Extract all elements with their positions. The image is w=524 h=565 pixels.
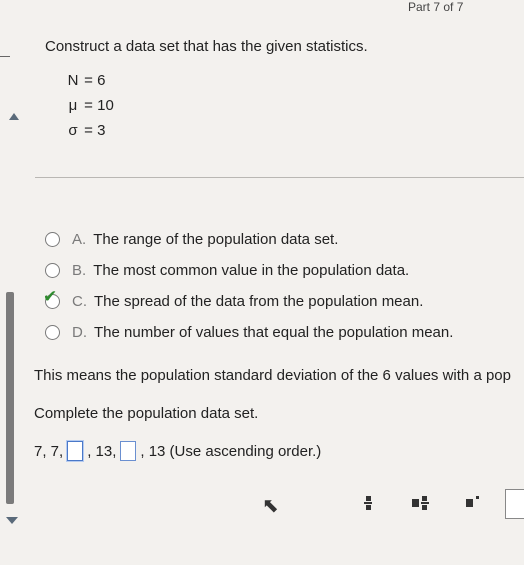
option-d[interactable] xyxy=(45,324,453,341)
mixed-number-button[interactable] xyxy=(400,490,440,516)
option-text: The most common value in the population data. xyxy=(93,262,410,279)
fraction-button[interactable] xyxy=(348,490,388,516)
statement-text: This means the population standard deviation of the 6 values with a pop xyxy=(34,367,511,384)
radio-button-selected[interactable] xyxy=(43,287,60,309)
dataset-text-2: , 13, xyxy=(87,442,117,460)
option-letter: A. xyxy=(72,231,87,248)
dataset-answer xyxy=(34,441,321,461)
complete-prompt: Complete the population data set. xyxy=(34,405,259,422)
toolbar-more-button[interactable] xyxy=(505,489,524,519)
stat-sigma: σ = 3 xyxy=(66,122,105,139)
radio-button[interactable] xyxy=(45,263,60,278)
option-text: The spread of the data from the population mean. xyxy=(94,293,424,310)
stat-symbol: N xyxy=(67,72,79,89)
option-text: The range of the population data set. xyxy=(93,231,339,248)
stat-n: N = 6 xyxy=(67,72,106,89)
stat-value: 10 xyxy=(97,97,114,114)
fraction-icon xyxy=(364,496,372,510)
scroll-up-icon[interactable] xyxy=(9,113,19,120)
answer-box-2[interactable] xyxy=(120,441,136,461)
option-b[interactable] xyxy=(45,262,409,279)
option-letter: D. xyxy=(72,324,87,341)
exponent-icon xyxy=(466,499,479,507)
stat-symbol: σ xyxy=(68,122,78,139)
dataset-text-1: 7, 7, xyxy=(34,442,64,460)
section-divider xyxy=(35,177,524,178)
option-a[interactable] xyxy=(45,231,338,248)
scrollbar[interactable] xyxy=(6,292,14,504)
scroll-down-icon[interactable] xyxy=(6,517,18,524)
question-prompt: Construct a data set that has the given statistics. xyxy=(45,38,368,55)
answer-box-1[interactable] xyxy=(67,441,83,461)
exponent-button[interactable] xyxy=(452,490,492,516)
radio-button[interactable] xyxy=(45,325,60,340)
option-letter: B. xyxy=(72,262,87,279)
dataset-text-3: , 13 (Use ascending order.) xyxy=(140,442,322,460)
option-text: The number of values that equal the population mean. xyxy=(94,324,454,341)
mouse-pointer-icon: ⬉ xyxy=(262,495,279,517)
radio-button[interactable] xyxy=(45,232,60,247)
mixed-number-icon xyxy=(412,496,429,510)
part-indicator: Part 7 of 7 xyxy=(408,0,464,14)
side-divider xyxy=(0,56,10,57)
stat-symbol: μ xyxy=(68,97,78,114)
checkmark-icon: ✔ xyxy=(43,287,58,306)
stat-mu: μ = 10 xyxy=(66,97,114,114)
option-letter: C. xyxy=(72,293,87,310)
stat-value: 3 xyxy=(97,122,106,139)
option-c[interactable] xyxy=(43,287,424,310)
stat-value: 6 xyxy=(97,72,106,89)
